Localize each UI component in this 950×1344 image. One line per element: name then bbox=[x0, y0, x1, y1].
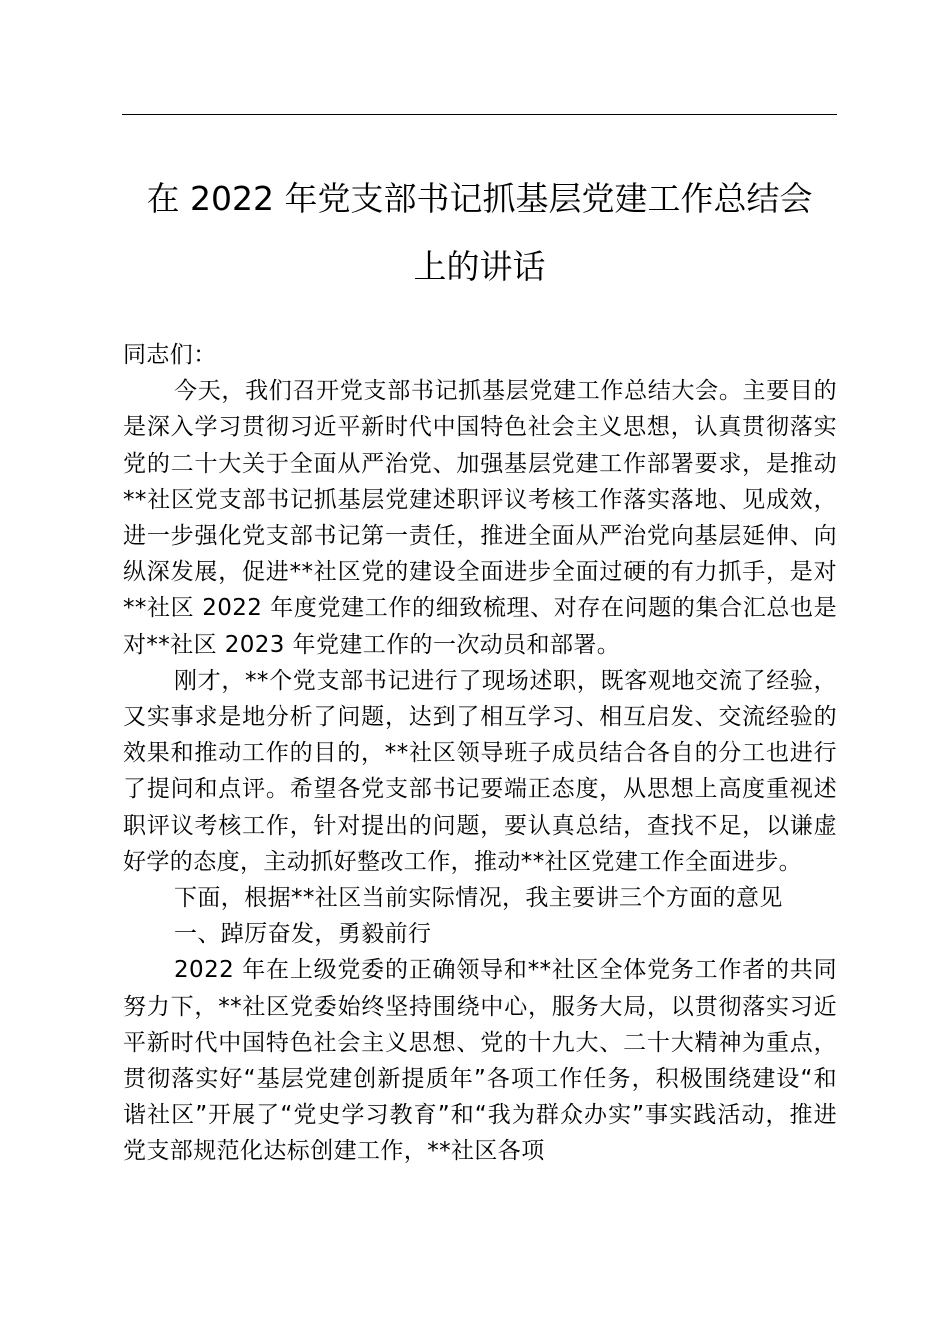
paragraph-3: 下面，根据**社区当前实际情况，我主要讲三个方面的意见 bbox=[174, 885, 783, 912]
header-rule bbox=[122, 114, 837, 115]
salutation: 同志们： bbox=[123, 342, 217, 368]
document-body bbox=[123, 337, 837, 1170]
section-1-heading: 一、踔厉奋发，勇毅前行 bbox=[174, 921, 432, 948]
paragraph-4: 2022 年在上级党委的正确领导和**社区全体党务工作者的共同努力下，**社区党委始终坚持围绕中心，服务大局，以贯彻落实习近平新时代中国特色社会主义思想、党的十九大、二十大精神为重点，贯彻落实好“基层党建创新提质年”各项工作任务，积极围绕建设“和谐社区”开展了“党史学习教育”和“我为群众办实”事实践活动，推进党支部规范化达标创建工作，**社区各项 bbox=[123, 957, 837, 1165]
paragraph-1: 今天，我们召开党支部书记抓基层党建工作总结大会。主要目的是深入学习贯彻习近平新时代中国特色社会主义思想，认真贯彻落实党的二十大关于全面从严治党、加强基层党建工作部署要求，是推动**社区党支部书记抓基层党建述职评议考核工作落实落地、见成效，进一步强化党支部书记第一责任，推进全面从严治党向基层延伸、向纵深发展，促进**社区党的建设全面进步全面过硬的有力抓手，是对**社区 2022 年度党建工作的细致梳理、对存在问题的集合汇总也是对**社区 2023 年党建工作的一次动员和部署。 bbox=[123, 378, 837, 658]
title-line-2: 上的讲话 bbox=[413, 247, 546, 286]
paragraph-2: 刚才，**个党支部书记进行了现场述职，既客观地交流了经验，又实事求是地分析了问题，达到了相互学习、相互启发、交流经验的效果和推动工作的目的，**社区领导班子成员结合各自的分工也进行了提问和点评。希望各党支部书记要端正态度，从思想上高度重视述职评议考核工作，针对提出的问题，要认真总结，查找不足，以谦虚好学的态度，主动抓好整改工作，推动**社区党建工作全面进步。 bbox=[123, 667, 837, 875]
title-line-1: 在 2022 年党支部书记抓基层党建工作总结会 bbox=[146, 179, 813, 218]
document-title bbox=[122, 172, 837, 294]
